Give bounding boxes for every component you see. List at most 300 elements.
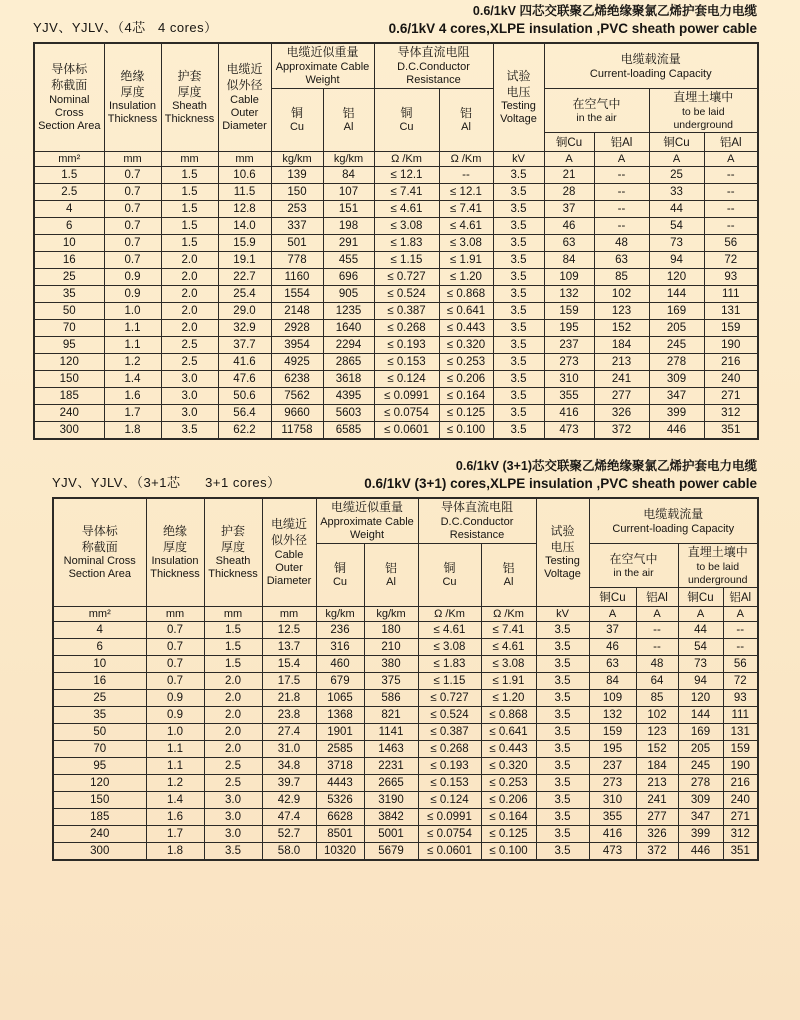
data-cell: 85 — [594, 269, 649, 286]
data-cell: ≤ 1.20 — [439, 269, 493, 286]
table-row — [34, 422, 758, 439]
data-cell: 1.2 — [146, 775, 204, 792]
unit-cell: kg/km — [364, 607, 418, 622]
data-cell: 1463 — [364, 741, 418, 758]
data-cell: 1.6 — [104, 388, 161, 405]
col-header-cable-outer-diameter — [218, 43, 271, 151]
data-cell: 271 — [704, 388, 758, 405]
data-cell: ≤ 0.868 — [439, 286, 493, 303]
col-header-nominal-cross-section — [53, 498, 146, 606]
data-cell: 93 — [723, 690, 758, 707]
data-cell: ≤ 0.253 — [439, 354, 493, 371]
data-cell: 190 — [704, 337, 758, 354]
data-cell: ≤ 0.193 — [418, 758, 481, 775]
data-cell: 184 — [594, 337, 649, 354]
data-cell: 72 — [723, 673, 758, 690]
data-cell: 21.8 — [262, 690, 316, 707]
label-en: D.C.Conductor Resistance — [397, 61, 470, 87]
data-cell: 473 — [544, 422, 594, 439]
data-cell: ≤ 0.727 — [374, 269, 439, 286]
data-cell: 2.5 — [161, 354, 218, 371]
label-cn: 绝缘厚度 — [120, 69, 145, 99]
data-cell: 300 — [53, 843, 146, 860]
group-header-approximate-cable-weight — [316, 498, 418, 543]
data-cell: 273 — [544, 354, 594, 371]
label-en: Cable Outer Diameter — [222, 93, 267, 132]
data-cell: ≤ 0.153 — [374, 354, 439, 371]
data-cell: 1.5 — [204, 622, 262, 639]
data-cell: 37 — [589, 622, 636, 639]
label-en: Cu — [289, 121, 305, 134]
data-cell: 326 — [636, 826, 678, 843]
data-cell: 241 — [594, 371, 649, 388]
table-row — [53, 724, 758, 741]
data-cell: ≤ 0.100 — [439, 422, 493, 439]
data-cell: ≤ 3.08 — [481, 656, 536, 673]
data-cell: 23.8 — [262, 707, 316, 724]
data-cell: 905 — [323, 286, 374, 303]
data-cell: 12.5 — [262, 622, 316, 639]
data-cell: 0.7 — [104, 184, 161, 201]
unit-cell: A — [589, 607, 636, 622]
data-cell: 312 — [704, 405, 758, 422]
data-cell: 63 — [544, 235, 594, 252]
data-cell: 1.1 — [146, 741, 204, 758]
label-en: Approximate Cable Weight — [320, 516, 414, 542]
data-cell: ≤ 0.443 — [439, 320, 493, 337]
table-row — [34, 235, 758, 252]
data-cell: 70 — [53, 741, 146, 758]
data-cell: 1.1 — [104, 320, 161, 337]
data-cell: 310 — [544, 371, 594, 388]
unit-cell: Ω /Km — [439, 152, 493, 167]
data-cell: ≤ 7.41 — [374, 184, 439, 201]
data-cell: 416 — [544, 405, 594, 422]
data-cell: 95 — [34, 337, 104, 354]
data-cell: 6 — [34, 218, 104, 235]
sub-header-weight-cu — [316, 544, 364, 607]
sub-header-resistance-cu — [418, 544, 481, 607]
spec-table-4core — [33, 42, 759, 439]
data-cell: 16 — [53, 673, 146, 690]
data-cell: 205 — [678, 741, 723, 758]
data-cell: 44 — [649, 201, 704, 218]
data-cell: 152 — [636, 741, 678, 758]
label-en: Current-loading Capacity — [612, 522, 735, 535]
col-header-testing-voltage — [493, 43, 544, 151]
data-cell: 2.0 — [204, 673, 262, 690]
unit-cell: kV — [536, 607, 589, 622]
data-cell: 44 — [678, 622, 723, 639]
data-cell: 84 — [589, 673, 636, 690]
unit-cell: A — [723, 607, 758, 622]
data-cell: 2928 — [271, 320, 323, 337]
data-cell: 7562 — [271, 388, 323, 405]
unit-cell: kg/km — [323, 152, 374, 167]
data-cell: ≤ 0.0754 — [374, 405, 439, 422]
data-cell: 64 — [636, 673, 678, 690]
spec-table-3plus1 — [52, 497, 759, 860]
table-row — [53, 690, 758, 707]
data-cell: 15.4 — [262, 656, 316, 673]
data-cell: 696 — [323, 269, 374, 286]
label-cn: 在空气中 — [609, 551, 658, 566]
series-label-4core: YJV、YJLV、（4芯 4 cores） — [33, 20, 218, 36]
data-cell: 33 — [649, 184, 704, 201]
data-cell: 1.5 — [161, 201, 218, 218]
data-cell: 11758 — [271, 422, 323, 439]
data-cell: 123 — [636, 724, 678, 741]
data-cell: 15.9 — [218, 235, 271, 252]
label-en: Testing Voltage — [544, 555, 581, 581]
label-cn: 绝缘厚度 — [162, 524, 187, 554]
data-cell: 1.5 — [204, 656, 262, 673]
data-cell: 1.6 — [146, 809, 204, 826]
unit-cell: mm — [104, 152, 161, 167]
col-header-cable-outer-diameter — [262, 498, 316, 606]
metal-header-al: 铝Al — [594, 133, 649, 152]
data-cell: ≤ 4.61 — [439, 218, 493, 235]
data-cell: 0.7 — [104, 167, 161, 184]
data-cell: 821 — [364, 707, 418, 724]
data-cell: 355 — [589, 809, 636, 826]
title-en-3plus1: 0.6/1kV (3+1) cores,XLPE insulation ,PVC sheath power cable — [364, 475, 757, 491]
sub-header-laid-underground — [649, 89, 758, 133]
data-cell: 22.7 — [218, 269, 271, 286]
unit-cell: A — [678, 607, 723, 622]
data-cell: 52.7 — [262, 826, 316, 843]
data-cell: 3.5 — [536, 792, 589, 809]
data-cell: 3.0 — [204, 826, 262, 843]
data-cell: 8501 — [316, 826, 364, 843]
metal-header-cu: 铜Cu — [678, 588, 723, 607]
data-cell: 0.9 — [104, 269, 161, 286]
data-cell: 2.0 — [161, 252, 218, 269]
data-cell: 10 — [34, 235, 104, 252]
data-cell: 1901 — [316, 724, 364, 741]
data-cell: 3718 — [316, 758, 364, 775]
data-cell: 240 — [53, 826, 146, 843]
data-cell: 240 — [704, 371, 758, 388]
data-cell: 3.0 — [204, 809, 262, 826]
data-cell: 245 — [678, 758, 723, 775]
data-cell: ≤ 0.320 — [481, 758, 536, 775]
data-cell: 3.5 — [536, 826, 589, 843]
data-cell: 131 — [704, 303, 758, 320]
table-row — [53, 622, 758, 639]
data-cell: 42.9 — [262, 792, 316, 809]
data-cell: 0.9 — [104, 286, 161, 303]
data-cell: 111 — [704, 286, 758, 303]
data-cell: ≤ 0.0754 — [418, 826, 481, 843]
data-cell: 2.5 — [161, 337, 218, 354]
data-cell: ≤ 0.0601 — [418, 843, 481, 860]
label-cn: 试验电压 — [550, 524, 575, 554]
metal-header-al: 铝Al — [636, 588, 678, 607]
data-cell: 28 — [544, 184, 594, 201]
data-cell: 159 — [544, 303, 594, 320]
data-cell: 93 — [704, 269, 758, 286]
data-cell: 3.5 — [536, 843, 589, 860]
data-cell: ≤ 12.1 — [374, 167, 439, 184]
data-cell: 1.5 — [204, 639, 262, 656]
label-cn: 铜 — [333, 560, 346, 575]
data-cell: 102 — [594, 286, 649, 303]
data-cell: ≤ 1.91 — [439, 252, 493, 269]
data-cell: 2.0 — [204, 707, 262, 724]
group-header-approximate-cable-weight — [271, 43, 374, 88]
data-cell: ≤ 0.124 — [374, 371, 439, 388]
data-cell: 1.4 — [104, 371, 161, 388]
data-cell: 3.5 — [493, 286, 544, 303]
table-row — [53, 843, 758, 860]
data-cell: 0.9 — [146, 690, 204, 707]
data-cell: 3.5 — [536, 622, 589, 639]
data-cell: 70 — [34, 320, 104, 337]
unit-cell: Ω /Km — [374, 152, 439, 167]
data-cell: 5326 — [316, 792, 364, 809]
data-cell: 3.5 — [536, 809, 589, 826]
label-en: Sheath Thickness — [208, 555, 258, 581]
caption-3plus1 — [52, 458, 757, 492]
data-cell: 310 — [589, 792, 636, 809]
data-cell: 9660 — [271, 405, 323, 422]
data-cell: 54 — [678, 639, 723, 656]
label-cn: 铝 — [502, 560, 515, 575]
data-cell: 347 — [649, 388, 704, 405]
label-en: Approximate Cable Weight — [275, 61, 370, 87]
label-en: in the air — [613, 567, 654, 580]
data-cell: 309 — [649, 371, 704, 388]
data-cell: 213 — [636, 775, 678, 792]
data-cell: 237 — [589, 758, 636, 775]
data-cell: ≤ 0.0601 — [374, 422, 439, 439]
data-cell: 14.0 — [218, 218, 271, 235]
label-cn: 铝 — [342, 105, 355, 120]
data-cell: 4443 — [316, 775, 364, 792]
data-cell: 237 — [544, 337, 594, 354]
data-cell: ≤ 7.41 — [481, 622, 536, 639]
data-cell: 1.7 — [146, 826, 204, 843]
label-en: Sheath Thickness — [164, 100, 215, 126]
data-cell: 0.7 — [104, 252, 161, 269]
data-cell: 375 — [364, 673, 418, 690]
label-en: Al — [343, 121, 354, 134]
data-cell: 3.5 — [536, 690, 589, 707]
data-cell: 355 — [544, 388, 594, 405]
data-cell: 446 — [678, 843, 723, 860]
label-cn: 电缆近似外径 — [270, 517, 307, 548]
data-cell: ≤ 0.124 — [418, 792, 481, 809]
data-cell: 120 — [649, 269, 704, 286]
data-cell: ≤ 0.0991 — [418, 809, 481, 826]
data-cell: ≤ 0.253 — [481, 775, 536, 792]
series-label-3plus1: YJV、YJLV、（3+1芯 3+1 cores） — [52, 475, 281, 491]
data-cell: 190 — [723, 758, 758, 775]
data-cell: 151 — [323, 201, 374, 218]
data-cell: 10.6 — [218, 167, 271, 184]
sub-header-in-the-air — [544, 89, 649, 133]
data-cell: 241 — [636, 792, 678, 809]
table-row — [53, 826, 758, 843]
data-cell: 47.6 — [218, 371, 271, 388]
data-cell: -- — [594, 218, 649, 235]
data-cell: 380 — [364, 656, 418, 673]
data-cell: 1.5 — [161, 235, 218, 252]
table-row — [34, 354, 758, 371]
data-cell: 2.0 — [161, 269, 218, 286]
spec-table-body — [53, 622, 758, 860]
data-cell: ≤ 1.83 — [418, 656, 481, 673]
data-cell: 2.0 — [161, 286, 218, 303]
data-cell: 291 — [323, 235, 374, 252]
data-cell: 0.7 — [146, 656, 204, 673]
data-cell: ≤ 0.206 — [439, 371, 493, 388]
label-cn: 导体直流电阻 — [440, 500, 513, 515]
data-cell: 48 — [636, 656, 678, 673]
label-cn: 导体直流电阻 — [397, 45, 470, 60]
data-cell: ≤ 0.320 — [439, 337, 493, 354]
data-cell: 0.7 — [146, 622, 204, 639]
sub-header-laid-underground — [678, 544, 758, 588]
data-cell: 278 — [678, 775, 723, 792]
data-cell: 3.5 — [493, 422, 544, 439]
metal-header-al: 铝Al — [704, 133, 758, 152]
label-cn: 直埋土壤中 — [673, 90, 734, 105]
data-cell: -- — [704, 184, 758, 201]
data-cell: 2.5 — [204, 758, 262, 775]
title-en-4core: 0.6/1kV 4 cores,XLPE insulation ,PVC sheath power cable — [388, 20, 757, 36]
data-cell: 300 — [34, 422, 104, 439]
data-cell: 1065 — [316, 690, 364, 707]
data-cell: 3842 — [364, 809, 418, 826]
data-cell: 3.5 — [493, 235, 544, 252]
data-cell: 11.5 — [218, 184, 271, 201]
data-cell: ≤ 1.83 — [374, 235, 439, 252]
data-cell: 1.2 — [104, 354, 161, 371]
data-cell: 195 — [544, 320, 594, 337]
label-cn: 电缆近似外径 — [226, 62, 263, 93]
table-row — [53, 656, 758, 673]
metal-header-al: 铝Al — [723, 588, 758, 607]
unit-cell: A — [594, 152, 649, 167]
data-cell: -- — [704, 167, 758, 184]
table-row — [53, 758, 758, 775]
data-cell: 277 — [636, 809, 678, 826]
data-cell: 3.0 — [161, 371, 218, 388]
data-cell: 159 — [589, 724, 636, 741]
label-en: Al — [461, 121, 471, 134]
label-en: Insulation Thickness — [107, 100, 158, 126]
unit-cell: mm² — [53, 607, 146, 622]
col-header-insulation-thickness — [146, 498, 204, 606]
data-cell: 3.0 — [161, 388, 218, 405]
data-cell: ≤ 0.193 — [374, 337, 439, 354]
data-cell: 50 — [53, 724, 146, 741]
data-cell: 351 — [704, 422, 758, 439]
data-cell: 205 — [649, 320, 704, 337]
data-cell: 316 — [316, 639, 364, 656]
label-cn: 在空气中 — [572, 96, 621, 111]
data-cell: 94 — [649, 252, 704, 269]
data-cell: 3954 — [271, 337, 323, 354]
data-cell: 159 — [704, 320, 758, 337]
table-row — [34, 184, 758, 201]
data-cell: 2.0 — [204, 724, 262, 741]
group-header-current-loading-capacity — [544, 43, 758, 88]
data-cell: ≤ 0.125 — [439, 405, 493, 422]
data-cell: 84 — [544, 252, 594, 269]
data-cell: 195 — [589, 741, 636, 758]
data-cell: 73 — [649, 235, 704, 252]
sub-header-resistance-cu — [374, 89, 439, 152]
data-cell: 32.9 — [218, 320, 271, 337]
group-header-dc-conductor-resistance — [418, 498, 536, 543]
data-cell: 1.7 — [104, 405, 161, 422]
data-cell: 169 — [649, 303, 704, 320]
data-cell: 50 — [34, 303, 104, 320]
data-cell: 3.5 — [536, 741, 589, 758]
data-cell: 778 — [271, 252, 323, 269]
data-cell: 10 — [53, 656, 146, 673]
data-cell: 144 — [678, 707, 723, 724]
label-cn: 电缆近似重量 — [330, 500, 403, 515]
data-cell: 1.4 — [146, 792, 204, 809]
label-en: Insulation Thickness — [150, 555, 200, 581]
sub-header-resistance-al — [481, 544, 536, 607]
data-cell: 120 — [678, 690, 723, 707]
data-cell: ≤ 7.41 — [439, 201, 493, 218]
data-cell: 35 — [34, 286, 104, 303]
data-cell: 1.5 — [161, 218, 218, 235]
data-cell: ≤ 0.164 — [481, 809, 536, 826]
table-row — [53, 775, 758, 792]
data-cell: 2148 — [271, 303, 323, 320]
sub-header-resistance-al — [439, 89, 493, 152]
metal-header-cu: 铜Cu — [649, 133, 704, 152]
data-cell: 312 — [723, 826, 758, 843]
data-cell: 3.5 — [493, 320, 544, 337]
title-cn-3plus1: 0.6/1kV (3+1)芯交联聚乙烯绝缘聚氯乙烯护套电力电缆 — [455, 459, 757, 473]
data-cell: 309 — [678, 792, 723, 809]
unit-cell: kg/km — [316, 607, 364, 622]
data-cell: 25 — [53, 690, 146, 707]
data-cell: 19.1 — [218, 252, 271, 269]
data-cell: 271 — [723, 809, 758, 826]
table-row — [34, 167, 758, 184]
data-cell: 29.0 — [218, 303, 271, 320]
data-cell: 3.5 — [493, 167, 544, 184]
data-cell: 473 — [589, 843, 636, 860]
data-cell: 109 — [544, 269, 594, 286]
data-cell: ≤ 1.15 — [374, 252, 439, 269]
data-cell: 120 — [34, 354, 104, 371]
data-cell: 1368 — [316, 707, 364, 724]
data-cell: 253 — [271, 201, 323, 218]
table-row — [34, 405, 758, 422]
data-cell: 3.5 — [493, 354, 544, 371]
data-cell: 679 — [316, 673, 364, 690]
data-cell: 95 — [53, 758, 146, 775]
data-cell: 47.4 — [262, 809, 316, 826]
data-cell: ≤ 0.727 — [418, 690, 481, 707]
data-cell: 6 — [53, 639, 146, 656]
data-cell: 109 — [589, 690, 636, 707]
data-cell: 3.0 — [161, 405, 218, 422]
data-cell: 216 — [723, 775, 758, 792]
data-cell: 3.0 — [204, 792, 262, 809]
data-cell: 198 — [323, 218, 374, 235]
